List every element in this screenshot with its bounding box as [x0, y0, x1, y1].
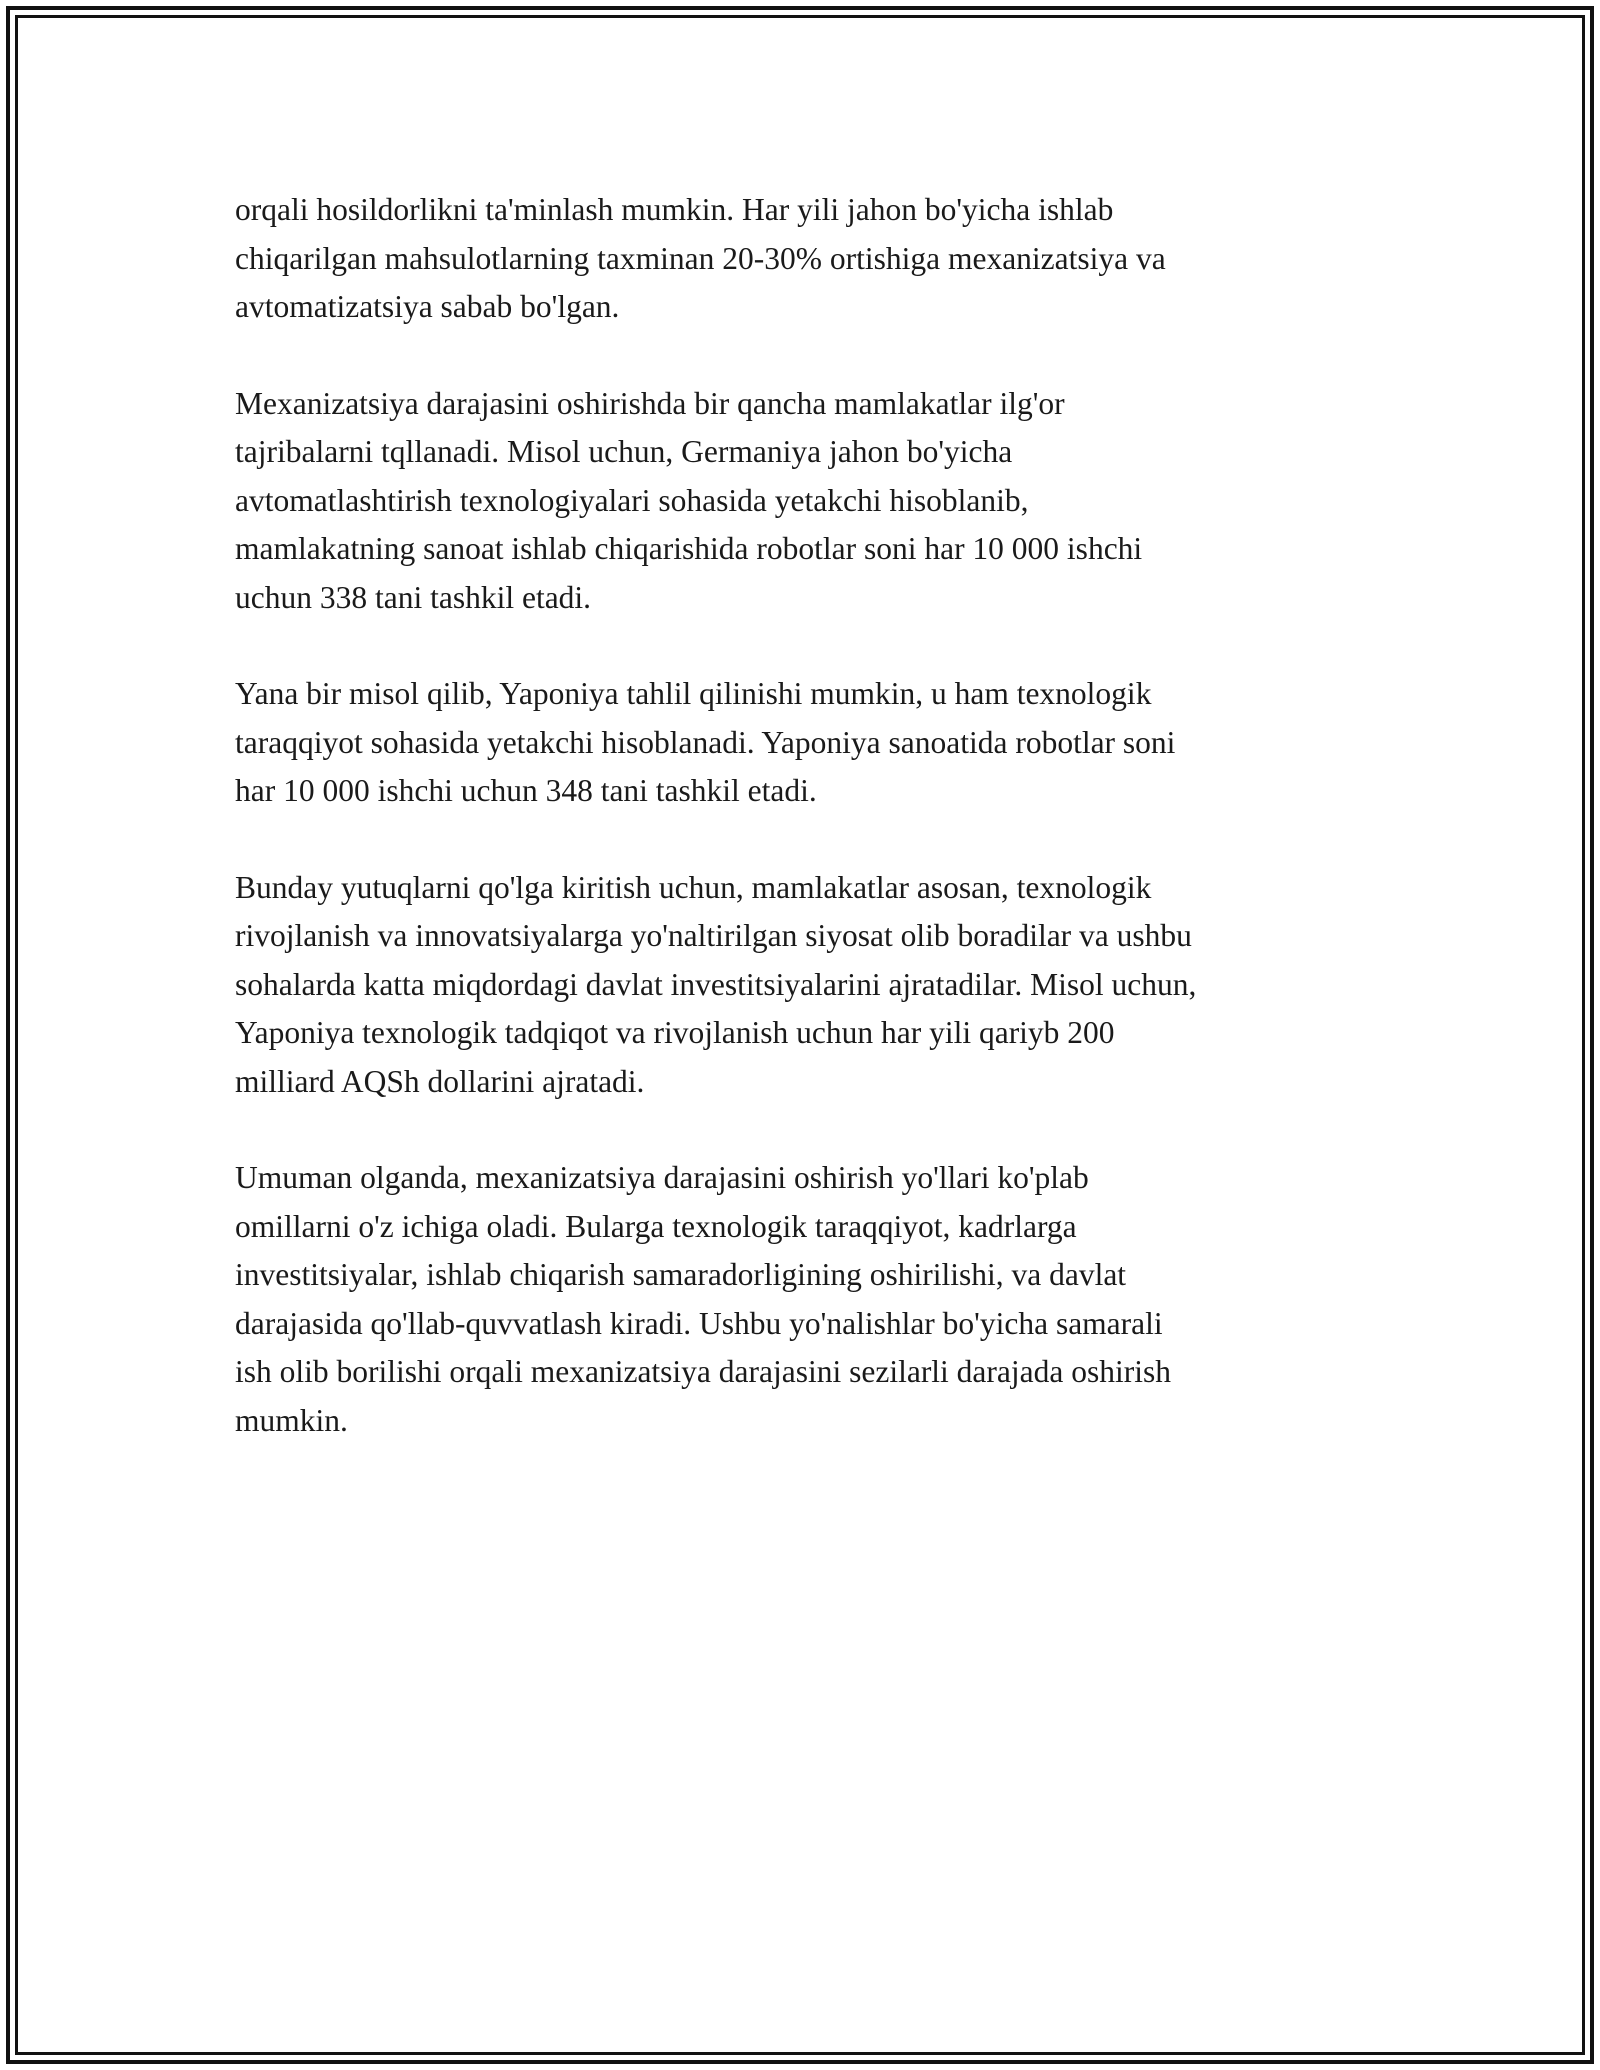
text-line: uchun 338 tani tashkil etadi. [235, 579, 592, 615]
text-line: omillarni o'z ichiga oladi. Bularga texnologik taraqqiyot, kadrlarga [235, 1208, 1077, 1244]
text-line: sohalarda katta miqdordagi davlat investitsiyalarini ajratadilar. Misol uchun, [235, 966, 1197, 1002]
text-line: rivojlanish va innovatsiyalarga yo'naltirilgan siyosat olib boradilar va ushbu [235, 918, 1192, 953]
text-line: orqali hosildorlikni ta'minlash mumkin. Har yili jahon bo'yicha ishlab [235, 192, 1114, 227]
text-line: tajribalarni tqllanadi. Misol uchun, Germaniya jahon bo'yicha [235, 434, 1013, 469]
text-line: avtomatizatsiya sabab bo'lgan. [235, 289, 620, 324]
text-line: Mexanizatsiya darajasini oshirishda bir qancha mamlakatlar ilg'or [235, 385, 1065, 421]
text-line: darajasida qo'llab-quvvatlash kiradi. Ushbu yo'nalishlar bo'yicha samarali [235, 1305, 1163, 1341]
text-line: investitsiyalar, ishlab chiqarish samaradorligining oshirilishi, va davlat [235, 1257, 1127, 1292]
text-line: avtomatlashtirish texnologiyalari sohasida yetakchi hisoblanib, [235, 482, 1029, 518]
paragraph-1 [235, 186, 1375, 332]
paragraph-2 [235, 380, 1375, 623]
text-line: milliard AQSh dollarini ajratadi. [235, 1063, 645, 1099]
paragraph-3 [235, 670, 1375, 816]
text-line: mamlakatning sanoat ishlab chiqarishida robotlar soni har 10 000 ishchi [235, 531, 1143, 566]
text-line: Bunday yutuqlarni qo'lga kiritish uchun, mamlakatlar asosan, texnologik [235, 869, 1152, 905]
text-line: Yaponiya texnologik tadqiqot va rivojlanish uchun har yili qariyb 200 [235, 1015, 1115, 1050]
paragraph-5 [235, 1154, 1375, 1445]
text-line: Yana bir misol qilib, Yaponiya tahlil qilinishi mumkin, u ham texnologik [235, 676, 1152, 711]
text-line: chiqarilgan mahsulotlarning taxminan 20-30% ortishiga mexanizatsiya va [235, 240, 1166, 276]
document-body [235, 186, 1375, 1493]
text-line: Umuman olganda, mexanizatsiya darajasini oshirish yo'llari ko'plab [235, 1160, 1089, 1195]
text-line: ish olib borilishi orqali mexanizatsiya darajasini sezilarli darajada oshirish [235, 1354, 1171, 1389]
text-line: taraqqiyot sohasida yetakchi hisoblanadi. Yaponiya sanoatida robotlar soni [235, 724, 1176, 760]
text-line: mumkin. [235, 1402, 348, 1438]
paragraph-4 [235, 864, 1375, 1107]
text-line: har 10 000 ishchi uchun 348 tani tashkil etadi. [235, 773, 817, 808]
